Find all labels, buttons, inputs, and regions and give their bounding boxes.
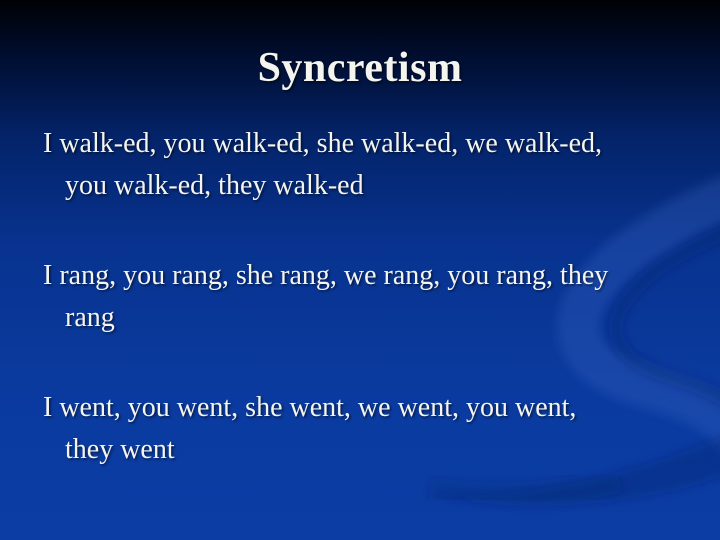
paragraph-went bbox=[43, 387, 692, 471]
slide-title: Syncretism bbox=[257, 45, 463, 91]
paragraph-line: I rang, you rang, she rang, we rang, you rang, they bbox=[43, 260, 609, 291]
paragraph-rang bbox=[43, 255, 692, 339]
paragraph-line-continuation: you walk-ed, they walk-ed bbox=[65, 170, 364, 201]
paragraph-line: I walk-ed, you walk-ed, she walk-ed, we walk-ed, bbox=[43, 128, 603, 159]
paragraph-walked bbox=[43, 123, 692, 207]
slide-body bbox=[43, 123, 692, 519]
paragraph-line-continuation: they went bbox=[65, 434, 175, 465]
paragraph-line-continuation: rang bbox=[65, 302, 115, 333]
paragraph-line: I went, you went, she went, we went, you went, bbox=[43, 392, 577, 423]
